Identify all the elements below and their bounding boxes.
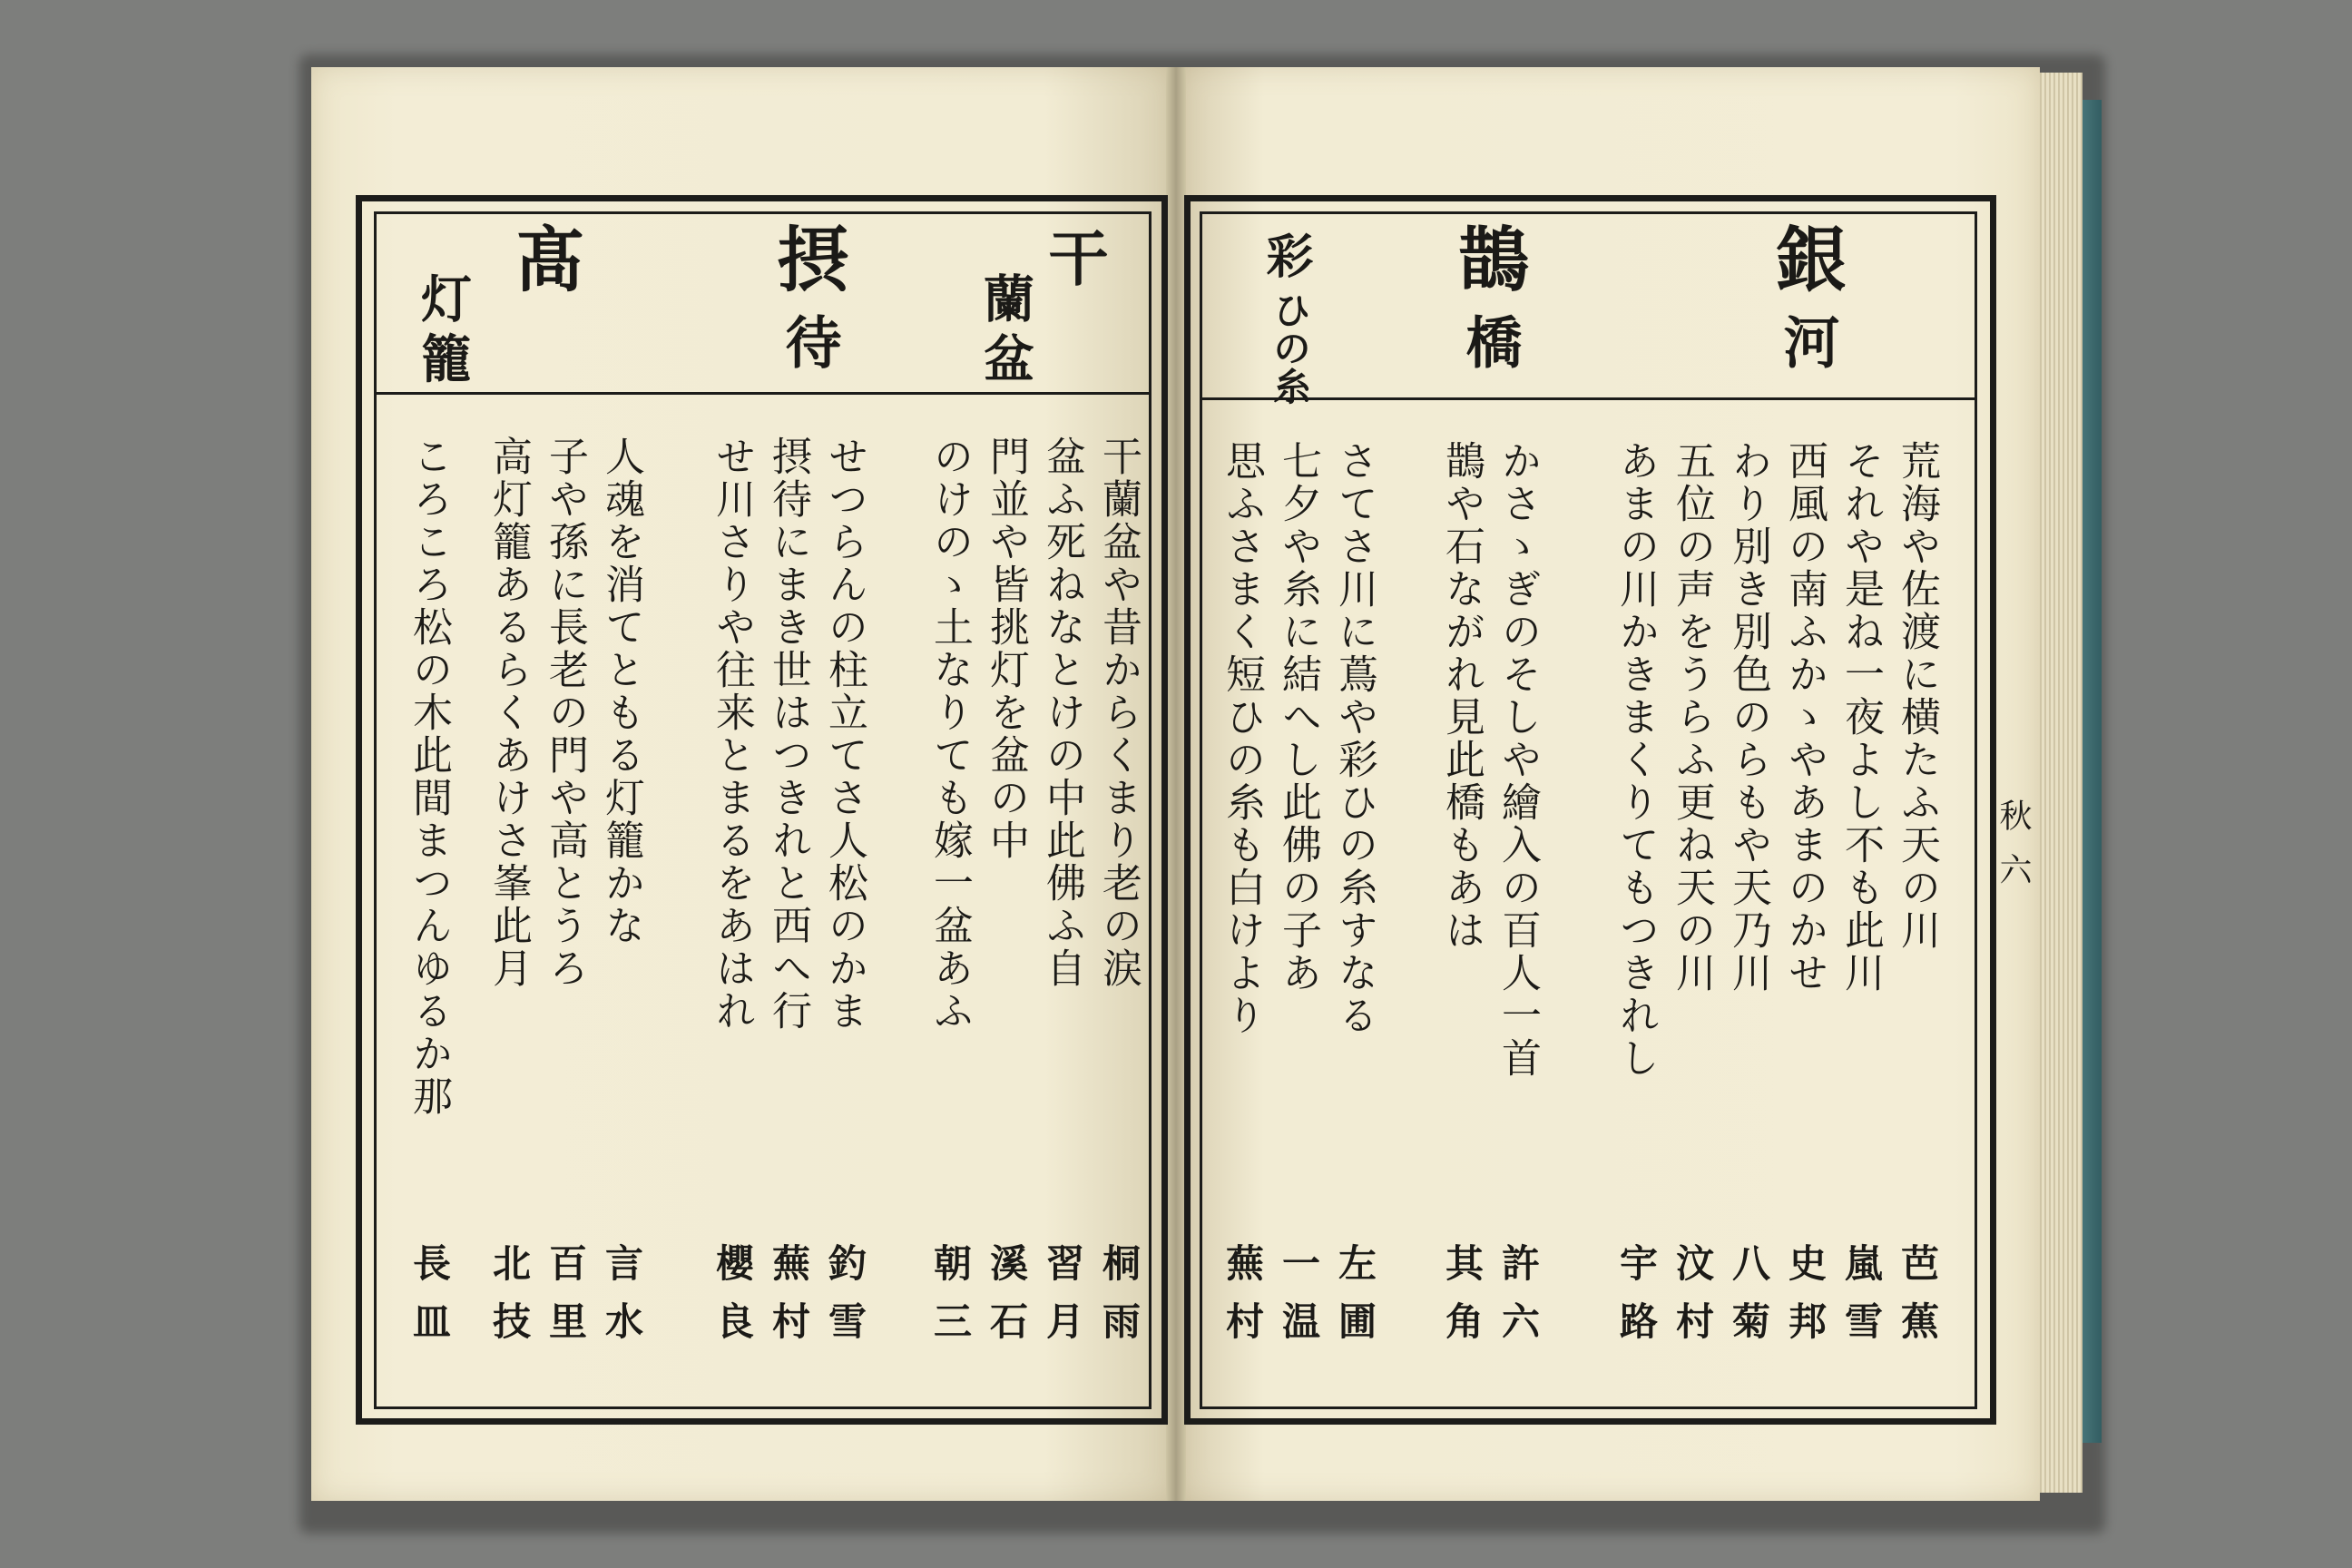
heading-subtitle-1: 蘭盆 — [975, 272, 1035, 392]
poem-author: 嵐雪 — [1839, 1243, 1884, 1359]
heading-title-2: 摂 — [766, 222, 848, 299]
poem-author: 其角 — [1440, 1243, 1485, 1359]
poem-text: のけのゝ土なりても嫁一盆あふ — [926, 436, 973, 1033]
poem-author: 長皿 — [407, 1243, 452, 1359]
poem-text: ころころ松の木此間まつんゆるか那 — [406, 436, 452, 1118]
poem-text: 七夕や糸に結へし此佛の子あ — [1275, 440, 1321, 995]
poem-text: それや是ね一夜よし不も此川 — [1838, 440, 1884, 995]
heading-subtitle-3: 灯籠 — [413, 272, 473, 392]
poem-text: あまの川かきまくりてもつきれし — [1612, 440, 1659, 1080]
poem-author: 左圃 — [1333, 1243, 1377, 1359]
poem-author: 蕪村 — [767, 1243, 811, 1359]
poem-author: 朝三 — [928, 1243, 973, 1359]
poem-text: 高灯籠あるらくあけさ峯此月 — [485, 436, 532, 990]
poem-text: 摂待にまき世はつきれと西へ行 — [765, 436, 811, 1033]
poem-author: 八菊 — [1727, 1243, 1771, 1359]
margin-label: 秋 六 — [1994, 799, 2032, 891]
poem-text: 盆ふ死ねなとけの中此佛ふ自 — [1039, 436, 1085, 990]
poem-text: 五位の声をうらふ更ね天の川 — [1669, 440, 1715, 995]
heading-subtitle-2: 待 — [776, 313, 842, 378]
poem-author: 溪石 — [985, 1243, 1029, 1359]
poem-author: 一温 — [1277, 1243, 1321, 1359]
book-gutter — [1166, 67, 1186, 1501]
poem-author: 許六 — [1496, 1243, 1541, 1359]
poem-text: 子や孫に長老の門や高とうろ — [542, 436, 588, 990]
heading-title-1: 干 — [1038, 227, 1109, 292]
left-heading-divider — [374, 392, 1152, 395]
poem-text: 思ふさまく短ひの糸も白けより — [1219, 440, 1265, 1037]
poem-text: 荒海や佐渡に横たふ天の川 — [1894, 440, 1940, 952]
poem-text: せ川さりや往来とまるをあはれ — [709, 436, 755, 1033]
heading-subtitle-2: 橋 — [1456, 313, 1523, 378]
heading-title-3: 髙 — [503, 222, 585, 299]
poem-author: 櫻良 — [710, 1243, 755, 1359]
poem-author: 百里 — [544, 1243, 588, 1359]
poem-text: 干蘭盆や昔からくまり老の涙 — [1095, 436, 1142, 990]
heading-subtitle-1: 河 — [1774, 313, 1840, 378]
heading-title-1: 銀 — [1764, 222, 1847, 299]
poem-author: 汶村 — [1671, 1243, 1715, 1359]
poem-text: 西風の南ふかゝやあまのかせ — [1781, 440, 1828, 995]
heading-title-3: 彩 — [1258, 231, 1313, 279]
poem-author: 桐雨 — [1097, 1243, 1142, 1359]
poem-author: 言水 — [600, 1243, 644, 1359]
heading-subtitle-3: ひの糸 — [1268, 290, 1312, 405]
poem-text: わり別き別色のらもや天乃川 — [1725, 440, 1771, 995]
right-heading-divider — [1200, 397, 1977, 400]
poem-text: 鵲や石ながれ見此橋もあは — [1438, 440, 1485, 952]
poem-author: 釣雪 — [823, 1243, 867, 1359]
heading-title-2: 鵲 — [1446, 222, 1529, 299]
poem-author: 宇路 — [1614, 1243, 1659, 1359]
poem-text: 人魂を消てともる灯籠かな — [598, 436, 644, 947]
poem-author: 蕪村 — [1220, 1243, 1265, 1359]
page-edges — [2033, 73, 2082, 1493]
poem-author: 芭蕉 — [1896, 1243, 1940, 1359]
poem-author: 北技 — [487, 1243, 532, 1359]
poem-text: さてさ川に蔦や彩ひの糸すなる — [1331, 440, 1377, 1037]
poem-text: 門並や皆挑灯を盆の中 — [983, 436, 1029, 862]
poem-text: せつらんの柱立てさ人松のかま — [821, 436, 867, 1033]
poem-author: 習月 — [1041, 1243, 1085, 1359]
poem-author: 史邦 — [1783, 1243, 1828, 1359]
poem-text: かさゝぎのそしや繪入の百人一首 — [1494, 440, 1541, 1080]
